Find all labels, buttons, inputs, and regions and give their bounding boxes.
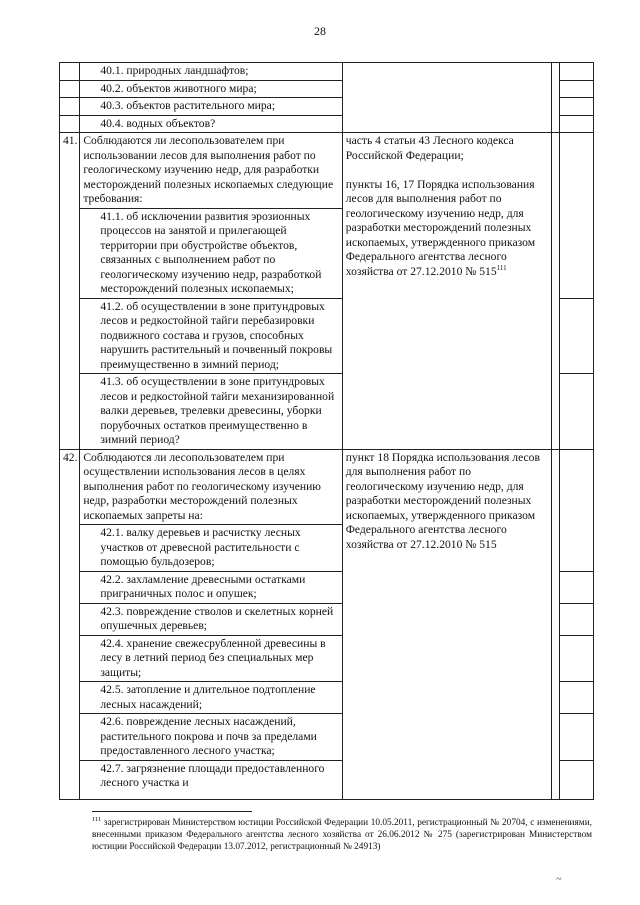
- answer-cell[interactable]: [560, 760, 594, 799]
- reference-cell-40: [342, 63, 552, 133]
- answer-cell[interactable]: [560, 80, 594, 98]
- item-42-5: 42.5. затопление и длительное подтопление лесных насаждений;: [80, 682, 342, 714]
- item-40-1: 40.1. природных ландшафтов;: [80, 63, 342, 81]
- item-42-2: 42.2. захламление древесными остатками приграничных полос и опушек;: [80, 571, 342, 603]
- requirements-table: [59, 62, 594, 800]
- table-row: [60, 63, 594, 81]
- item-40-2: 40.2. объектов животного мира;: [80, 80, 342, 98]
- table-row: [60, 449, 594, 525]
- item-42-4: 42.4. хранение свежесрубленной древесины в лесу в летний период без специальных мер защиты;: [80, 635, 342, 682]
- answer-cell[interactable]: [560, 571, 594, 603]
- answer-cell[interactable]: [560, 133, 594, 299]
- question-41: Соблюдаются ли лесопользователем при использовании лесов для выполнения работ по геологическому изучению недр, для разработки месторождений полезных ископаемых следующие требования:: [80, 133, 342, 209]
- reference-cell-42: [342, 449, 552, 799]
- answer-cell[interactable]: [560, 682, 594, 714]
- item-42-3: 42.3. повреждение стволов и скелетных корней опушечных деревьев;: [80, 603, 342, 635]
- answer-cell[interactable]: [560, 115, 594, 133]
- blank-cell: [552, 133, 560, 450]
- item-42-1: 42.1. валку деревьев и расчистку лесных участков от древесной растительности с помощью бульдозеров;: [80, 525, 342, 572]
- reference-41: часть 4 статьи 43 Лесного кодекса Российской Федерации; пункты 16, 17 Порядка использования лесов для выполнения работ по геологическому изучению недр, для разработки месторождений полезных ископаемых, утвержденного приказом Федерального агентства лесного хозяйства от 27.12.2010 № 515: [345, 134, 536, 278]
- answer-cell[interactable]: [560, 374, 594, 450]
- page-number: 28: [314, 24, 326, 38]
- footnote-text: зарегистрирован Министерством юстиции Российской Федерации 10.05.2011, регистрационный № 20704, с изменениями, внесенными приказом Федерального агентства лесного хозяйства от 26.06.2012 № 275 (зарегистрирован Министерством юстиции Российской Федерации 13.07.2012, регистрационный № 24913): [92, 818, 592, 852]
- item-41-3: 41.3. об осуществлении в зоне притундровых лесов и редкостойной тайги механизированной валки деревьев, трелевки древесины, уборки порубочных остатков преимущественно в зимний период?: [80, 374, 342, 450]
- row-number-cell: [60, 80, 80, 98]
- answer-cell[interactable]: [560, 449, 594, 571]
- footnote-marker: 111: [92, 815, 102, 823]
- item-41-2: 41.2. об осуществлении в зоне притундровых лесов и редкостойной тайги перебазировки подвижного состава и грузов, способных нарушить растительный и почвенный покровы преимущественно в зимний период;: [80, 298, 342, 374]
- table-row: [60, 133, 594, 209]
- answer-cell[interactable]: [560, 63, 594, 81]
- handwritten-mark: ~: [556, 874, 562, 885]
- footnote-divider: [92, 811, 252, 812]
- footnote-marker: 111: [496, 263, 507, 272]
- item-42-7: 42.7. загрязнение площади предоставленного лесного участка и: [80, 760, 342, 799]
- answer-cell[interactable]: [560, 98, 594, 116]
- question-42: Соблюдаются ли лесопользователем при осуществлении использования лесов в целях выполнения работ по геологическому изучению недр, разработки месторождений полезных ископаемых запреты на:: [80, 449, 342, 525]
- answer-cell[interactable]: [560, 298, 594, 374]
- reference-42: пункт 18 Порядка использования лесов для выполнения работ по геологическому изучению недр, для разработки месторождений полезных ископаемых, утвержденного приказом Федерального агентства лесного хозяйства от 27.12.2010 № 515: [345, 450, 540, 551]
- answer-cell[interactable]: [560, 635, 594, 682]
- blank-cell: [552, 63, 560, 133]
- row-number-41: 41.: [60, 133, 80, 450]
- row-number-cell: [60, 98, 80, 116]
- blank-cell: [552, 449, 560, 799]
- answer-cell[interactable]: [560, 714, 594, 761]
- item-41-1: 41.1. об исключении развития эрозионных процессов на занятой и прилегающей территории при обустройстве объектов, связанных с выполнением работ по геологическому изучению недр, разработкой месторождений полезных ископаемых;: [80, 208, 342, 298]
- item-40-4: 40.4. водных объектов?: [80, 115, 342, 133]
- reference-cell-41: [342, 133, 552, 450]
- item-42-6: 42.6. повреждение лесных насаждений, растительного покрова и почв за пределами предоставленного лесного участка;: [80, 714, 342, 761]
- footnote: [92, 817, 592, 853]
- item-40-3: 40.3. объектов растительного мира;: [80, 98, 342, 116]
- row-number-cell: [60, 63, 80, 81]
- row-number-cell: [60, 115, 80, 133]
- row-number-42: 42.: [60, 449, 80, 799]
- answer-cell[interactable]: [560, 603, 594, 635]
